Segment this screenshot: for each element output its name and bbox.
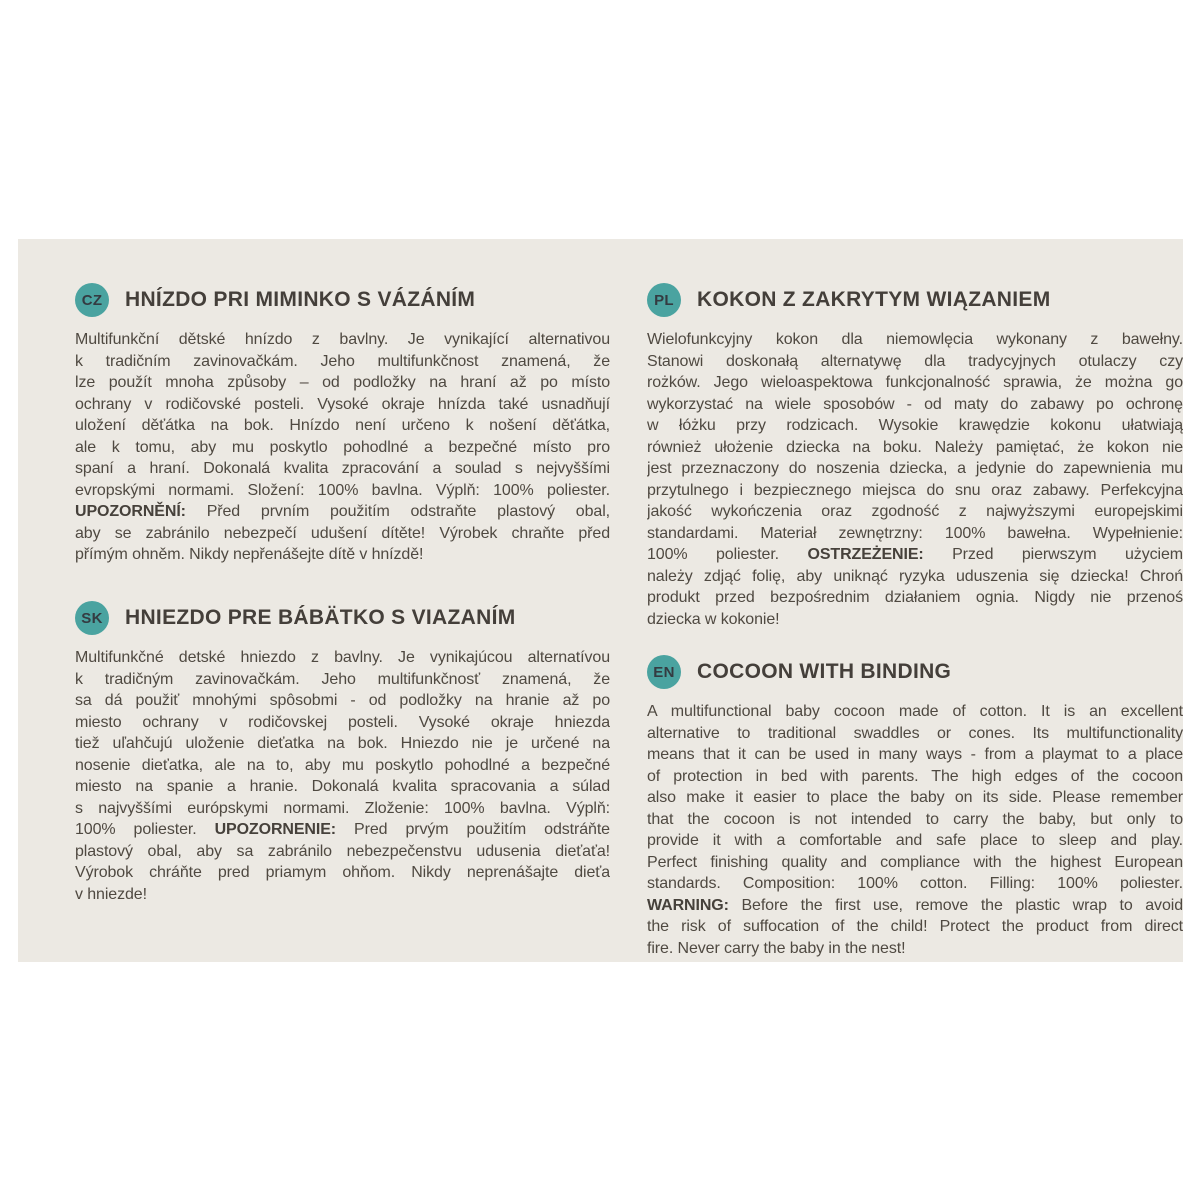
body-line: miesto ochrany v rodičovskej posteli. Vysoké okraje hniezda: [75, 713, 610, 731]
section-sk-body: [75, 647, 610, 905]
body-line: Stanowi doskonałą alternatywę dla tradycyjnych otulaczy czy: [647, 352, 1183, 370]
body-line: k tradičným zavinovačkám. Jeho multifunkčnosť znamená, že: [75, 670, 610, 688]
body-line: jakość wykończenia oraz zgodność z najwyższymi europejskimi: [647, 503, 1183, 520]
language-badge-pl: PL: [647, 283, 681, 317]
section-sk-header: [75, 601, 610, 635]
section-cz: [75, 283, 610, 566]
body-line: WARNING: Before the first use, remove the plastic wrap to avoid: [647, 896, 1183, 914]
body-line: Perfect finishing quality and compliance with the highest European: [647, 853, 1183, 871]
body-line: ale k tomu, aby mu poskytlo pohodlné a bezpečné místo pro: [75, 438, 610, 456]
body-line: přímým ohněm. Nikdy nepřenášejte dítě v hnízdě!: [75, 546, 424, 563]
section-sk: [75, 601, 610, 905]
section-pl-heading: KOKON Z ZAKRYTYM WIĄZANIEM: [697, 288, 1051, 311]
body-line: Multifunkční dětské hnízdo z bavlny. Je vynikající alternativou: [75, 331, 610, 348]
body-line: Wielofunkcyjny kokon dla niemowlęcia wykonany z bawełny.: [647, 331, 1183, 348]
body-line: przytulnego i bezpiecznego miejsca do snu oraz zabawy. Perfekcyjna: [647, 481, 1183, 499]
body-line: 100% poliester. OSTRZEŻENIE: Przed pierwszym użyciem: [647, 546, 1183, 563]
body-line: Multifunkčné detské hniezdo z bavlny. Je vynikajúcou alternatívou: [75, 649, 610, 666]
body-line: s najvyššími európskymi normami. Zloženie: 100% bavlna. Výplň:: [75, 799, 610, 817]
body-line: dziecka w kokonie!: [647, 610, 780, 628]
body-line: that the cocoon is not intended to carry the baby, but only to: [647, 810, 1183, 828]
body-line: standardami. Materiał zewnętrzny: 100% bawełna. Wypełnienie:: [647, 524, 1183, 542]
body-line: sa dá použiť mnohými spôsobmi - od podložky na hranie až po: [75, 692, 610, 709]
section-cz-header: [75, 283, 610, 317]
body-line: jest przeznaczony do noszenia dziecka, a jedynie do zapewnienia mu: [647, 460, 1183, 477]
body-line: tiež uľahčujú uloženie dieťatka na bok. Hniezdo nie je určené na: [75, 735, 610, 752]
section-pl-body: [647, 329, 1183, 630]
body-line: provide it with a comfortable and safe place to sleep and play.: [647, 832, 1183, 849]
language-badge-cz: CZ: [75, 283, 109, 317]
body-line: Výrobok chráňte pred priamym ohňom. Nikdy neprenášajte dieťa: [75, 864, 610, 881]
body-line: ochrany v rodičovské posteli. Vysoké okraje hnízda také usnadňují: [75, 395, 610, 413]
body-line: nosenie dieťatka, ale na to, aby mu poskytlo pohodlné a bezpečné: [75, 756, 610, 774]
body-line: plastový obal, aby sa zabránilo nebezpečenstvu udusenia dieťaťa!: [75, 842, 610, 860]
language-badge-en: EN: [647, 655, 681, 689]
body-line: lze použít mnoha způsoby – od podložky na hraní až po místo: [75, 374, 610, 391]
body-line: również ułożenie dziecka na boku. Należy pamiętać, że kokon nie: [647, 438, 1183, 456]
section-pl: [647, 283, 1183, 630]
section-cz-heading: HNÍZDO PRI MIMINKO S VÁZÁNÍM: [125, 288, 476, 311]
body-line: aby se zabránilo nebezpečí udušení dítěte! Výrobek chraňte před: [75, 524, 610, 542]
language-badge-sk: SK: [75, 601, 109, 635]
body-line: v hniezde!: [75, 885, 147, 903]
body-line: należy zdjąć folię, aby uniknąć ryzyka uduszenia się dziecka! Chroń: [647, 567, 1183, 585]
body-line: evropskými normami. Složení: 100% bavlna. Výplň: 100% poliester.: [75, 481, 610, 499]
body-line: k tradičním zavinovačkám. Jeho multifunkčnost znamená, že: [75, 352, 610, 370]
body-line: produkt przed bezpośrednim działaniem ognia. Nigdy nie przenoś: [647, 589, 1183, 606]
section-pl-header: [647, 283, 1183, 317]
body-line: rożków. Jego wieloaspektowa funkcjonalność sprawia, że można go: [647, 374, 1183, 391]
body-line: UPOZORNĚNÍ: Před prvním použitím odstraňte plastový obal,: [75, 503, 610, 520]
info-panel: [18, 239, 1183, 962]
body-line: uložení děťátka na bok. Hnízdo není určeno k nošení děťátka,: [75, 417, 610, 434]
body-line: the risk of suffocation of the child! Protect the product from direct: [647, 918, 1183, 935]
body-line: means that it can be used in many ways - from a playmat to a place: [647, 746, 1183, 763]
body-line: of protection in bed with parents. The high edges of the cocoon: [647, 767, 1183, 785]
section-en-header: [647, 655, 1183, 689]
body-line: standards. Composition: 100% cotton. Filling: 100% poliester.: [647, 875, 1183, 892]
body-line: alternative to traditional swaddles or cones. Its multifunctionality: [647, 724, 1183, 742]
section-en: [647, 655, 1183, 959]
body-line: miesto na spanie a hranie. Dokonalá kvalita spracovania a súlad: [75, 778, 610, 795]
body-line: spaní a hraní. Dokonalá kvalita zpracování a soulad s nejvyššími: [75, 460, 610, 477]
section-sk-heading: HNIEZDO PRE BÁBÄTKO S VIAZANÍM: [125, 606, 516, 629]
body-line: A multifunctional baby cocoon made of cotton. It is an excellent: [647, 703, 1183, 720]
section-en-body: [647, 701, 1183, 959]
body-line: also make it easier to place the baby on its side. Please remember: [647, 789, 1183, 806]
body-line: wykorzystać na wiele sposobów - od maty do zabawy po ochronę: [647, 395, 1183, 413]
body-line: fire. Never carry the baby in the nest!: [647, 939, 906, 957]
body-line: w łóżku przy rodzicach. Wysokie krawędzie kokonu ułatwiają: [647, 417, 1183, 434]
section-en-heading: COCOON WITH BINDING: [697, 660, 952, 683]
body-line: 100% poliester. UPOZORNENIE: Pred prvým použitím odstráňte: [75, 821, 610, 838]
section-cz-body: [75, 329, 610, 566]
